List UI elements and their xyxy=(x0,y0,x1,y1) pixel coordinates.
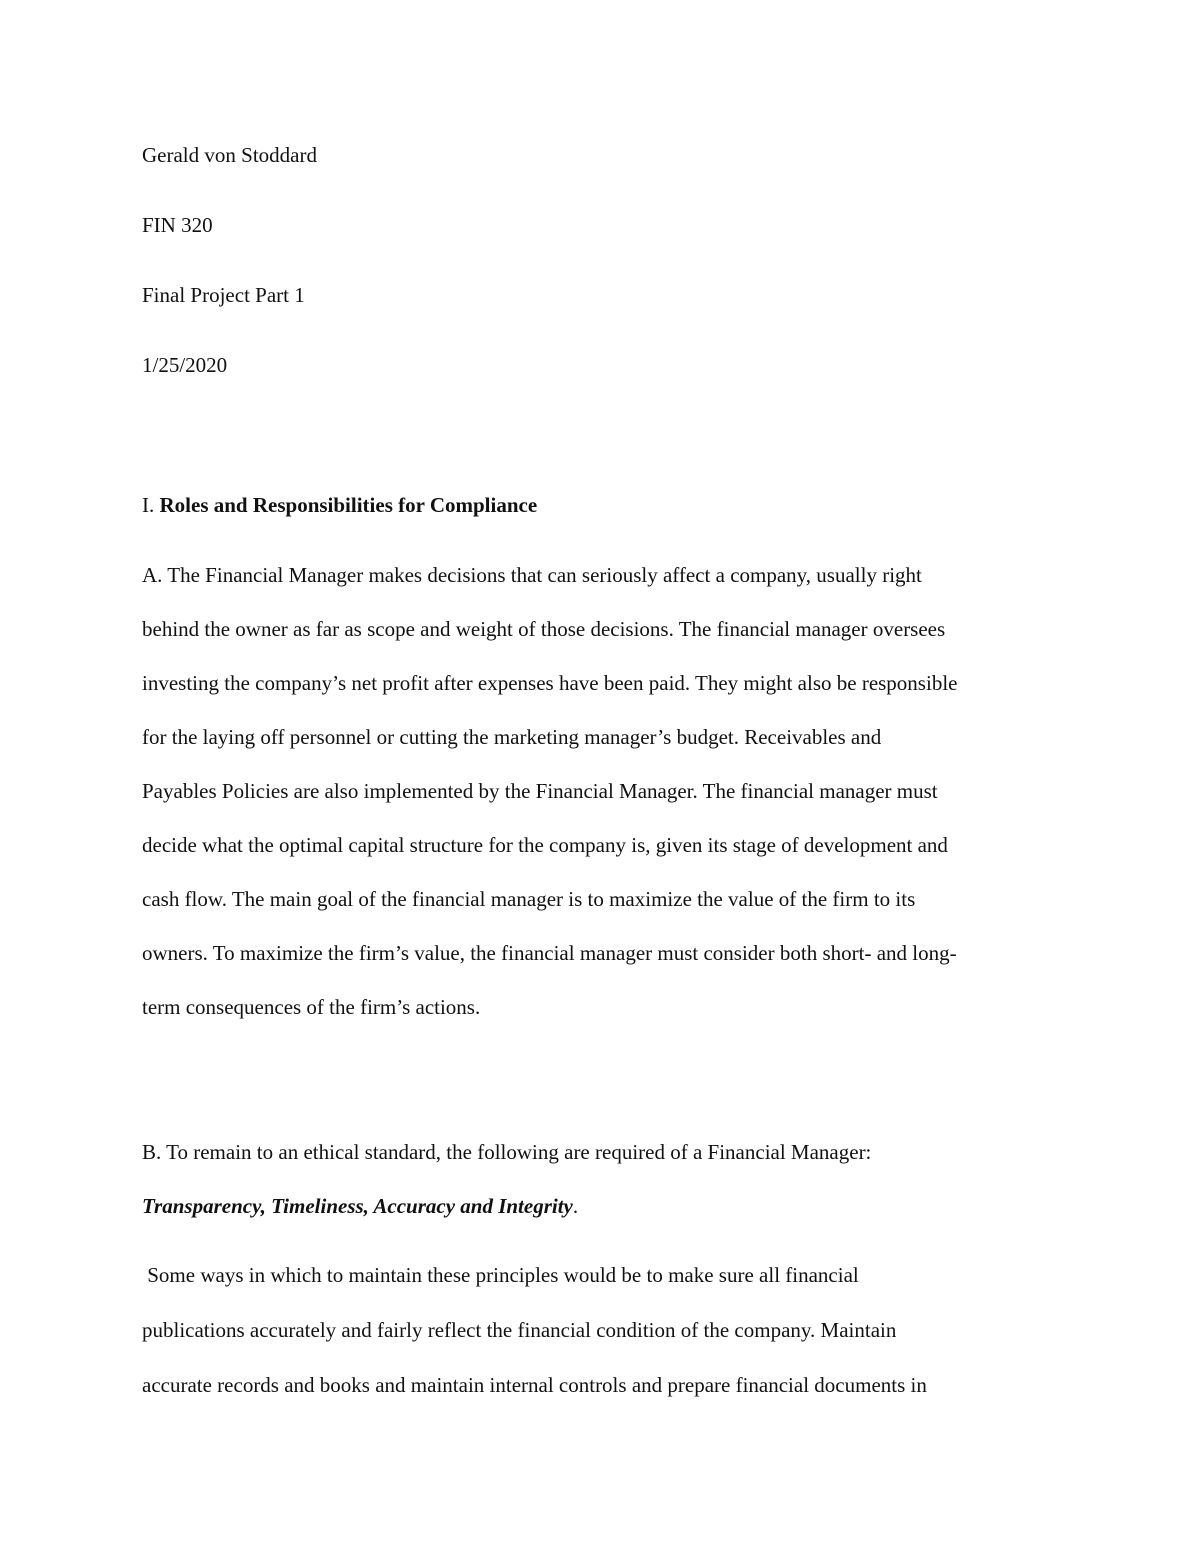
section-title: Roles and Responsibilities for Compliance xyxy=(159,493,538,517)
principles-period: . xyxy=(572,1194,579,1218)
assignment-title: Final Project Part 1 xyxy=(142,283,305,307)
paragraph-line: cash flow. The main goal of the financial manager is to maximize the value of the firm to its xyxy=(142,887,916,911)
section-number: I. xyxy=(142,493,160,517)
paragraph-line: accurate records and books and maintain internal controls and prepare financial documents in xyxy=(142,1373,927,1397)
paragraph-line: publications accurately and fairly reflect the financial condition of the company. Maintain xyxy=(142,1318,897,1342)
paragraph-line: Some ways in which to maintain these principles would be to make sure all financial xyxy=(142,1263,859,1287)
document-date: 1/25/2020 xyxy=(142,353,228,377)
paragraph-line: for the laying off personnel or cutting the marketing manager’s budget. Receivables and xyxy=(142,725,882,749)
principles-line xyxy=(142,1192,578,1220)
paragraph-line: investing the company’s net profit after expenses have been paid. They might also be responsible xyxy=(142,671,958,695)
principles-list: Transparency, Timeliness, Accuracy and Integrity xyxy=(142,1194,573,1218)
author-name: Gerald von Stoddard xyxy=(142,143,317,167)
paragraph-line: B. To remain to an ethical standard, the following are required of a Financial Manager: xyxy=(142,1140,872,1164)
paragraph-line: decide what the optimal capital structure for the company is, given its stage of development and xyxy=(142,833,948,857)
paragraph-line: Payables Policies are also implemented by the Financial Manager. The financial manager must xyxy=(142,779,938,803)
paragraph-line: behind the owner as far as scope and weight of those decisions. The financial manager oversees xyxy=(142,617,946,641)
paragraph-line: owners. To maximize the firm’s value, the financial manager must consider both short- and long- xyxy=(142,941,957,965)
paragraph-line: A. The Financial Manager makes decisions that can seriously affect a company, usually right xyxy=(142,563,922,587)
course-code: FIN 320 xyxy=(142,213,213,237)
section-heading xyxy=(142,491,537,519)
paragraph-line: term consequences of the firm’s actions. xyxy=(142,995,481,1019)
